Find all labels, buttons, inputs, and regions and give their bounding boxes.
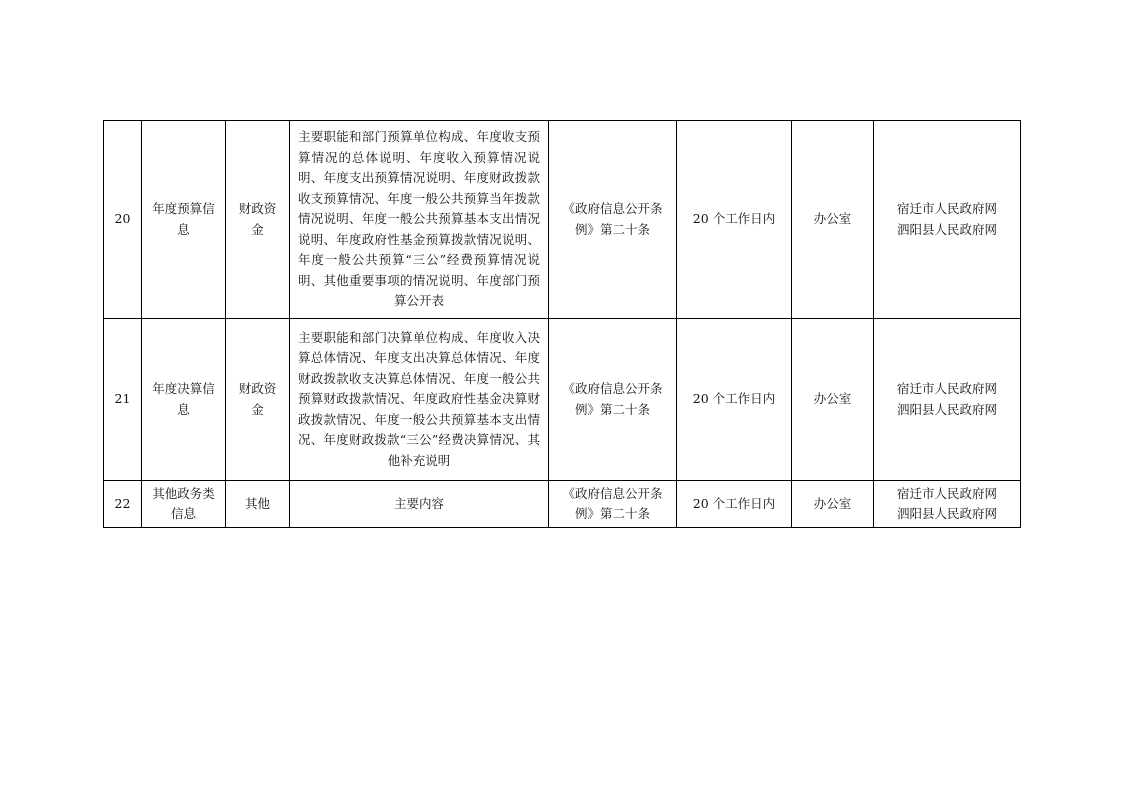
item-line: 信息	[170, 506, 196, 521]
category-cell	[226, 481, 290, 528]
item-line: 息	[177, 221, 190, 237]
row-number: 22	[104, 481, 142, 528]
item-cell	[142, 121, 226, 319]
category-line: 金	[251, 401, 264, 417]
table-row	[104, 121, 1021, 319]
content-cell: 主要职能和部门预算单位构成、年度收支预算情况的总体说明、年度收入预算情况说明、年度支出预算情况说明、年度财政拨款收支预算情况、年度一般公共预算当年拨款情况说明、年度一般公共预算基本支出情况说明、年度政府性基金预算拨款情况说明、年度一般公共预算“三公”经费预算情况说明、其他重要事项的情况说明、年度部门预算公开表	[290, 121, 549, 319]
time-limit-cell: 20 个工作日内	[677, 319, 792, 481]
item-cell	[142, 319, 226, 481]
basis-cell	[549, 481, 677, 528]
basis-cell	[549, 121, 677, 319]
table-row	[104, 319, 1021, 481]
channel-cell	[874, 481, 1021, 528]
basis-cell	[549, 319, 677, 481]
basis-line: 《政府信息公开条	[562, 201, 663, 216]
content-cell: 主要职能和部门决算单位构成、年度收入决算总体情况、年度支出决算总体情况、年度财政拨款收支决算总体情况、年度一般公共预算财政拨款情况、年度政府性基金决算财政拨款情况、年度一般公共预算基本支出情况、年度财政拨款“三公”经费决算情况、其他补充说明	[290, 319, 549, 481]
channel-line: 宿迁市人民政府网	[896, 381, 997, 396]
category-line: 其他	[244, 495, 270, 511]
basis-line: 例》第二十条	[574, 506, 650, 521]
basis-line: 《政府信息公开条	[562, 485, 663, 501]
time-limit-cell: 20 个工作日内	[677, 481, 792, 528]
channel-line: 宿迁市人民政府网	[896, 485, 997, 501]
item-line: 其他政务类	[152, 485, 215, 501]
time-limit-cell: 20 个工作日内	[677, 121, 792, 319]
row-number: 21	[104, 319, 142, 481]
item-line: 年度决算信	[152, 381, 215, 396]
item-cell	[142, 481, 226, 528]
basis-line: 例》第二十条	[574, 401, 650, 417]
content-cell: 主要内容	[290, 481, 549, 528]
basis-line: 《政府信息公开条	[562, 381, 663, 396]
category-cell	[226, 121, 290, 319]
channel-line: 泗阳县人民政府网	[896, 221, 997, 237]
item-line: 息	[177, 401, 190, 417]
channel-line: 宿迁市人民政府网	[896, 201, 997, 216]
department-cell: 办公室	[792, 121, 874, 319]
category-line: 金	[251, 221, 264, 237]
channel-line: 泗阳县人民政府网	[896, 401, 997, 417]
department-cell: 办公室	[792, 481, 874, 528]
channel-cell	[874, 121, 1021, 319]
row-number: 20	[104, 121, 142, 319]
basis-line: 例》第二十条	[574, 221, 650, 237]
channel-line: 泗阳县人民政府网	[896, 506, 997, 521]
item-line: 年度预算信	[152, 201, 215, 216]
table-row	[104, 481, 1021, 528]
category-line: 财政资	[238, 201, 277, 216]
category-cell	[226, 319, 290, 481]
disclosure-table	[103, 120, 1021, 528]
channel-cell	[874, 319, 1021, 481]
category-line: 财政资	[238, 381, 277, 396]
department-cell: 办公室	[792, 319, 874, 481]
